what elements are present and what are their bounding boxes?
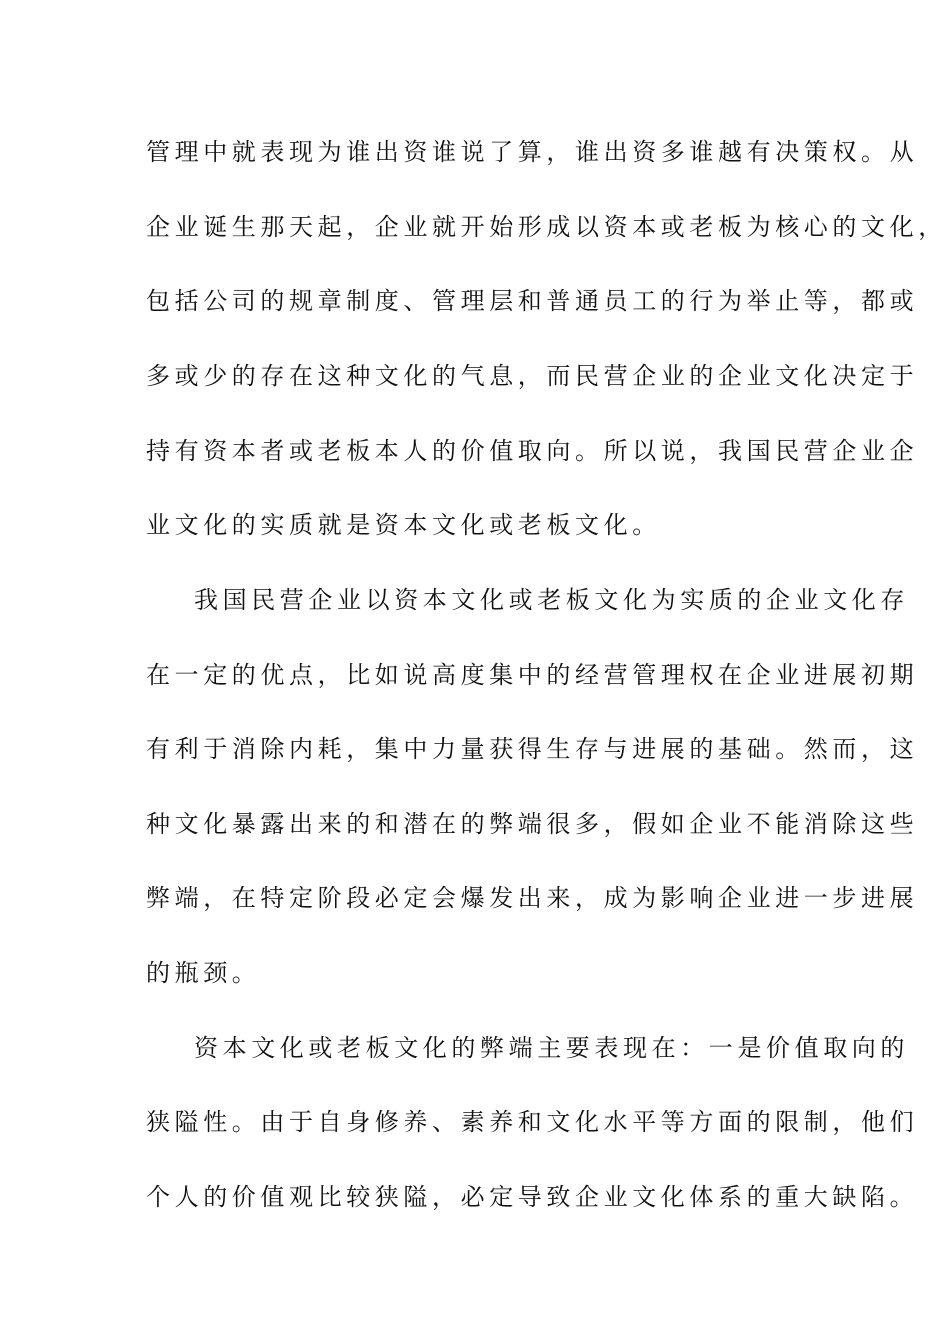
text-line: 有利于消除内耗，集中力量获得生存与进展的基础。然而，这 <box>146 735 919 763</box>
text-line: 包括公司的规章制度、管理层和普通员工的行为举止等，都或 <box>146 287 919 315</box>
text-line: 弊端，在特定阶段必定会爆发出来，成为影响企业进一步进展 <box>146 884 919 912</box>
paragraph-first-line: 资本文化或老板文化的弊端主要表现在：一是价值取向的 <box>194 1034 909 1062</box>
text-line: 企业诞生那天起，企业就开始形成以资本或老板为核心的文化， <box>146 213 947 241</box>
text-line: 种文化暴露出来的和潜在的弊端很多，假如企业不能消除这些 <box>146 810 919 838</box>
text-line: 狭隘性。由于自身修养、素养和文化水平等方面的限制，他们 <box>146 1108 919 1136</box>
text-line: 的瓶颈。 <box>146 959 261 987</box>
text-line: 业文化的实质就是资本文化或老板文化。 <box>146 511 661 539</box>
paragraph-first-line: 我国民营企业以资本文化或老板文化为实质的企业文化存 <box>194 586 909 614</box>
text-line: 管理中就表现为谁出资谁说了算，谁出资多谁越有决策权。从 <box>146 138 919 166</box>
text-line: 在一定的优点，比如说高度集中的经营管理权在企业进展初期 <box>146 661 919 689</box>
text-line: 多或少的存在这种文化的气息，而民营企业的企业文化决定于 <box>146 362 919 390</box>
text-line: 持有资本者或老板本人的价值取向。所以说，我国民营企业企 <box>146 437 919 465</box>
text-line: 个人的价值观比较狭隘，必定导致企业文化体系的重大缺陷。 <box>146 1183 919 1211</box>
